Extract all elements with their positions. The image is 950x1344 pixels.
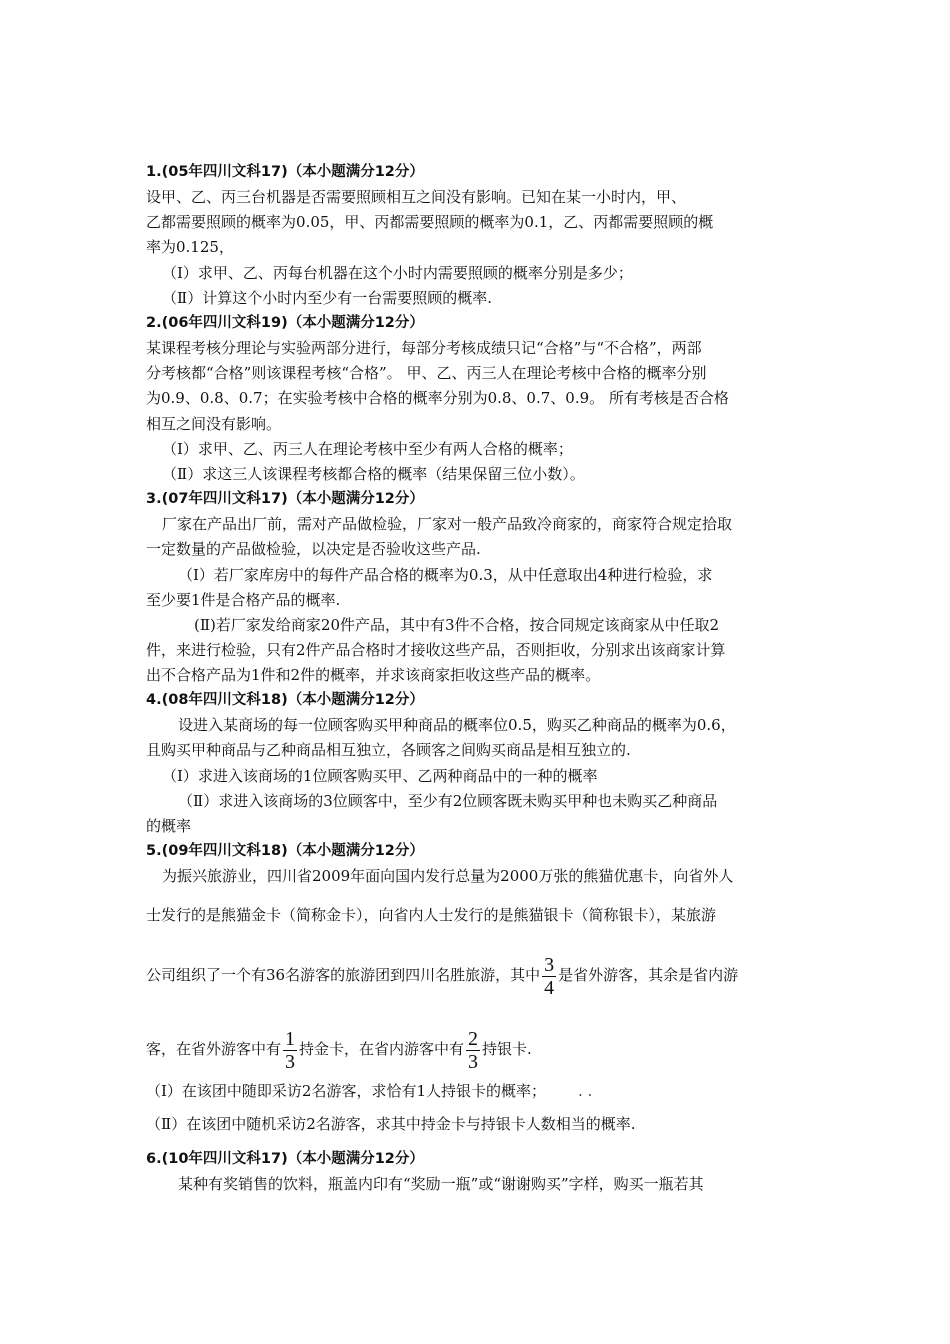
problem-1-part-1: （Ⅰ）求甲、乙、丙每台机器在这个小时内需要照顾的概率分别是多少； <box>162 264 633 282</box>
fraction-two-thirds <box>466 1028 480 1073</box>
problem-6-header: 6.(10年四川文科17)（本小题满分12分） <box>146 1151 424 1167</box>
problem-2-line: 分考核都“合格”则该课程考核“合格”。 甲、乙、丙三人在理论考核中合格的概率分别 <box>146 364 707 382</box>
fraction-numerator: 1 <box>285 1027 296 1050</box>
problem-5-text: 客，在省外游客中有 <box>146 1040 282 1058</box>
problem-5-line-with-fractions <box>146 1024 532 1074</box>
problem-2-part-2: （Ⅱ）求这三人该课程考核都合格的概率（结果保留三位小数）。 <box>162 465 585 483</box>
problem-5-line: 为振兴旅游业，四川省2009年面向国内发行总量为2000万张的熊猫优惠卡，向省外人 <box>162 867 734 885</box>
problem-5-part-1-text: （Ⅰ）在该团中随即采访2名游客，求恰有1人持银卡的概率； <box>146 1082 547 1100</box>
problem-2-line: 为0.9、0.8、0.7；在实验考核中合格的概率分别为0.8、0.7、0.9。 所有考核是否合格 <box>146 389 729 407</box>
problem-5-line: 士发行的是熊猫金卡（简称金卡），向省内人士发行的是熊猫银卡（简称银卡），某旅游 <box>146 906 717 924</box>
fraction-one-third <box>283 1028 297 1073</box>
stray-dots: . . <box>578 1082 593 1100</box>
fraction-numerator: 2 <box>468 1027 479 1050</box>
problem-4-part-2: （Ⅱ）求进入该商场的3位顾客中，至少有2位顾客既未购买甲种也未购买乙种商品 <box>178 792 718 810</box>
problem-1-part-2: （Ⅱ）计算这个小时内至少有一台需要照顾的概率. <box>162 289 492 307</box>
problem-1-line: 率为0.125， <box>146 238 234 256</box>
problem-4-line: 的概率 <box>146 817 192 835</box>
problem-4-part-1: （Ⅰ）求进入该商场的1位顾客购买甲、乙两种商品中的一种的概率 <box>162 767 598 785</box>
fraction-denominator: 3 <box>285 1050 296 1073</box>
problem-1-header: 1.(05年四川文科17)（本小题满分12分） <box>146 164 424 180</box>
problem-3-line: 件，来进行检验，只有2件产品合格时才接收这些产品，否则拒收，分别求出该商家计算 <box>146 641 726 659</box>
problem-3-part-2: (Ⅱ)若厂家发给商家20件产品，其中有3件不合格，按合同规定该商家从中任取2 <box>194 616 720 634</box>
problem-1-line: 乙都需要照顾的概率为0.05，甲、丙都需要照顾的概率为0.1，乙、丙都需要照顾的概 <box>146 213 714 231</box>
problem-4-header: 4.(08年四川文科18)（本小题满分12分） <box>146 692 424 708</box>
problem-3-line: 一定数量的产品做检验，以决定是否验收这些产品. <box>146 540 481 558</box>
problem-5-part-2: （Ⅱ）在该团中随机采访2名游客，求其中持金卡与持银卡人数相当的概率. <box>146 1115 636 1133</box>
problem-5-part-1 <box>146 1081 592 1101</box>
problem-5-text: 是省外游客，其余是省内游 <box>558 966 739 984</box>
problem-4-line: 设进入某商场的每一位顾客购买甲种商品的概率位0.5，购买乙种商品的概率为0.6， <box>178 716 736 734</box>
problem-2-line: 某课程考核分理论与实验两部分进行，每部分考核成绩只记“合格”与“不合格”，两部 <box>146 339 702 357</box>
problem-3-line: 厂家在产品出厂前，需对产品做检验，厂家对一般产品致冷商家的，商家符合规定拾取 <box>162 515 733 533</box>
problem-2-line: 相互之间没有影响。 <box>146 415 282 433</box>
fraction-denominator: 4 <box>544 976 555 999</box>
problem-5-line-with-fraction <box>146 950 738 1000</box>
problem-3-header: 3.(07年四川文科17)（本小题满分12分） <box>146 491 424 507</box>
problem-6-line: 某种有奖销售的饮料，瓶盖内印有“奖励一瓶”或“谢谢购买”字样，购买一瓶若其 <box>178 1175 704 1193</box>
problem-2-part-1: （Ⅰ）求甲、乙、丙三人在理论考核中至少有两人合格的概率； <box>162 440 573 458</box>
problem-3-line: 至少要1件是合格产品的概率. <box>146 591 341 609</box>
problem-1-line: 设甲、乙、丙三台机器是否需要照顾相互之间没有影响。已知在某一小时内，甲、 <box>146 188 687 206</box>
fraction-denominator: 3 <box>468 1050 479 1073</box>
problem-5-text: 公司组织了一个有36名游客的旅游团到四川名胜旅游，其中 <box>146 966 541 984</box>
problem-3-line: 出不合格产品为1件和2件的概率，并求该商家拒收这些产品的概率。 <box>146 666 601 684</box>
problem-5-text: 持金卡，在省内游客中有 <box>299 1040 465 1058</box>
fraction-numerator: 3 <box>544 953 555 976</box>
problem-5-text: 持银卡. <box>482 1040 532 1058</box>
fraction-three-quarters <box>542 954 556 999</box>
problem-4-line: 且购买甲种商品与乙种商品相互独立，各顾客之间购买商品是相互独立的. <box>146 741 631 759</box>
problem-3-part-1: （Ⅰ）若厂家库房中的每件产品合格的概率为0.3，从中任意取出4种进行检验，求 <box>178 566 713 584</box>
problem-2-header: 2.(06年四川文科19)（本小题满分12分） <box>146 315 424 331</box>
problem-5-header: 5.(09年四川文科18)（本小题满分12分） <box>146 843 424 859</box>
